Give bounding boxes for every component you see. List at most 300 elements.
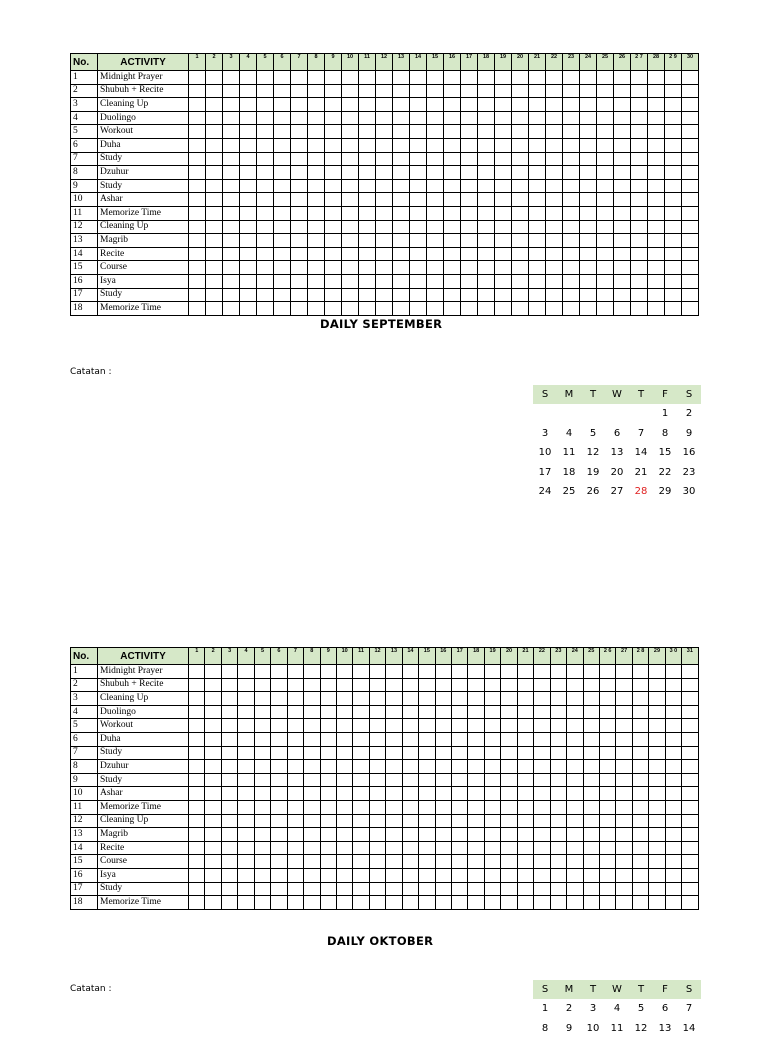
day-check-cell[interactable]: [325, 288, 342, 302]
day-check-cell[interactable]: [529, 206, 546, 220]
day-check-cell[interactable]: [393, 84, 410, 98]
day-check-cell[interactable]: [512, 111, 529, 125]
day-check-cell[interactable]: [534, 719, 550, 733]
day-check-cell[interactable]: [274, 193, 291, 207]
day-check-cell[interactable]: [393, 234, 410, 248]
day-check-cell[interactable]: [410, 261, 427, 275]
day-check-cell[interactable]: [616, 760, 632, 774]
day-check-cell[interactable]: [550, 773, 566, 787]
day-check-cell[interactable]: [320, 828, 336, 842]
day-check-cell[interactable]: [512, 166, 529, 180]
day-check-cell[interactable]: [614, 288, 631, 302]
day-check-cell[interactable]: [427, 261, 444, 275]
day-check-cell[interactable]: [599, 787, 615, 801]
day-check-cell[interactable]: [287, 746, 303, 760]
day-check-cell[interactable]: [452, 732, 468, 746]
day-check-cell[interactable]: [517, 746, 533, 760]
day-check-cell[interactable]: [583, 800, 599, 814]
day-check-cell[interactable]: [444, 152, 461, 166]
day-check-cell[interactable]: [205, 705, 221, 719]
day-check-cell[interactable]: [501, 814, 517, 828]
day-check-cell[interactable]: [376, 111, 393, 125]
day-check-cell[interactable]: [369, 678, 385, 692]
day-check-cell[interactable]: [517, 705, 533, 719]
day-check-cell[interactable]: [484, 814, 500, 828]
day-check-cell[interactable]: [238, 692, 254, 706]
day-check-cell[interactable]: [649, 882, 665, 896]
day-check-cell[interactable]: [308, 247, 325, 261]
day-check-cell[interactable]: [632, 814, 648, 828]
day-check-cell[interactable]: [534, 705, 550, 719]
day-check-cell[interactable]: [631, 111, 648, 125]
day-check-cell[interactable]: [427, 166, 444, 180]
day-check-cell[interactable]: [444, 125, 461, 139]
day-check-cell[interactable]: [254, 855, 270, 869]
day-check-cell[interactable]: [274, 220, 291, 234]
day-check-cell[interactable]: [546, 152, 563, 166]
day-check-cell[interactable]: [427, 288, 444, 302]
day-check-cell[interactable]: [583, 678, 599, 692]
day-check-cell[interactable]: [665, 220, 682, 234]
day-check-cell[interactable]: [402, 773, 418, 787]
day-check-cell[interactable]: [512, 179, 529, 193]
day-check-cell[interactable]: [478, 152, 495, 166]
day-check-cell[interactable]: [501, 760, 517, 774]
day-check-cell[interactable]: [359, 111, 376, 125]
day-check-cell[interactable]: [254, 841, 270, 855]
day-check-cell[interactable]: [369, 787, 385, 801]
day-check-cell[interactable]: [599, 692, 615, 706]
day-check-cell[interactable]: [386, 665, 402, 679]
day-check-cell[interactable]: [632, 841, 648, 855]
day-check-cell[interactable]: [563, 98, 580, 112]
day-check-cell[interactable]: [534, 814, 550, 828]
day-check-cell[interactable]: [271, 732, 287, 746]
day-check-cell[interactable]: [461, 206, 478, 220]
day-check-cell[interactable]: [444, 84, 461, 98]
day-check-cell[interactable]: [189, 84, 206, 98]
day-check-cell[interactable]: [419, 800, 435, 814]
day-check-cell[interactable]: [501, 855, 517, 869]
day-check-cell[interactable]: [221, 732, 237, 746]
day-check-cell[interactable]: [206, 152, 223, 166]
day-check-cell[interactable]: [359, 71, 376, 85]
day-check-cell[interactable]: [649, 665, 665, 679]
day-check-cell[interactable]: [369, 841, 385, 855]
day-check-cell[interactable]: [567, 855, 583, 869]
day-check-cell[interactable]: [468, 746, 484, 760]
day-check-cell[interactable]: [291, 125, 308, 139]
day-check-cell[interactable]: [308, 234, 325, 248]
day-check-cell[interactable]: [648, 193, 665, 207]
day-check-cell[interactable]: [240, 152, 257, 166]
day-check-cell[interactable]: [386, 732, 402, 746]
day-check-cell[interactable]: [599, 855, 615, 869]
day-check-cell[interactable]: [342, 220, 359, 234]
day-check-cell[interactable]: [534, 665, 550, 679]
day-check-cell[interactable]: [665, 828, 681, 842]
day-check-cell[interactable]: [550, 800, 566, 814]
day-check-cell[interactable]: [495, 179, 512, 193]
day-check-cell[interactable]: [257, 206, 274, 220]
day-check-cell[interactable]: [320, 705, 336, 719]
day-check-cell[interactable]: [599, 773, 615, 787]
day-check-cell[interactable]: [254, 787, 270, 801]
day-check-cell[interactable]: [369, 868, 385, 882]
day-check-cell[interactable]: [393, 98, 410, 112]
day-check-cell[interactable]: [353, 719, 369, 733]
day-check-cell[interactable]: [336, 814, 352, 828]
day-check-cell[interactable]: [452, 882, 468, 896]
day-check-cell[interactable]: [336, 692, 352, 706]
day-check-cell[interactable]: [206, 220, 223, 234]
day-check-cell[interactable]: [427, 98, 444, 112]
day-check-cell[interactable]: [206, 84, 223, 98]
day-check-cell[interactable]: [478, 206, 495, 220]
day-check-cell[interactable]: [274, 71, 291, 85]
day-check-cell[interactable]: [682, 719, 698, 733]
day-check-cell[interactable]: [386, 814, 402, 828]
day-check-cell[interactable]: [325, 84, 342, 98]
day-check-cell[interactable]: [682, 111, 699, 125]
day-check-cell[interactable]: [550, 841, 566, 855]
day-check-cell[interactable]: [386, 868, 402, 882]
day-check-cell[interactable]: [410, 247, 427, 261]
day-check-cell[interactable]: [599, 760, 615, 774]
day-check-cell[interactable]: [257, 220, 274, 234]
day-check-cell[interactable]: [632, 665, 648, 679]
day-check-cell[interactable]: [529, 152, 546, 166]
day-check-cell[interactable]: [320, 787, 336, 801]
day-check-cell[interactable]: [223, 98, 240, 112]
day-check-cell[interactable]: [342, 71, 359, 85]
day-check-cell[interactable]: [461, 247, 478, 261]
day-check-cell[interactable]: [444, 261, 461, 275]
day-check-cell[interactable]: [240, 220, 257, 234]
day-check-cell[interactable]: [189, 98, 206, 112]
day-check-cell[interactable]: [550, 719, 566, 733]
day-check-cell[interactable]: [461, 152, 478, 166]
day-check-cell[interactable]: [376, 152, 393, 166]
day-check-cell[interactable]: [271, 760, 287, 774]
day-check-cell[interactable]: [461, 98, 478, 112]
day-check-cell[interactable]: [583, 705, 599, 719]
day-check-cell[interactable]: [308, 206, 325, 220]
day-check-cell[interactable]: [271, 773, 287, 787]
day-check-cell[interactable]: [257, 138, 274, 152]
day-check-cell[interactable]: [546, 193, 563, 207]
day-check-cell[interactable]: [254, 692, 270, 706]
day-check-cell[interactable]: [682, 152, 699, 166]
day-check-cell[interactable]: [353, 855, 369, 869]
day-check-cell[interactable]: [484, 746, 500, 760]
day-check-cell[interactable]: [342, 84, 359, 98]
day-check-cell[interactable]: [682, 234, 699, 248]
day-check-cell[interactable]: [308, 179, 325, 193]
day-check-cell[interactable]: [410, 206, 427, 220]
day-check-cell[interactable]: [614, 125, 631, 139]
day-check-cell[interactable]: [452, 868, 468, 882]
day-check-cell[interactable]: [632, 678, 648, 692]
day-check-cell[interactable]: [320, 814, 336, 828]
day-check-cell[interactable]: [583, 828, 599, 842]
day-check-cell[interactable]: [257, 71, 274, 85]
day-check-cell[interactable]: [599, 814, 615, 828]
day-check-cell[interactable]: [682, 760, 698, 774]
day-check-cell[interactable]: [632, 828, 648, 842]
day-check-cell[interactable]: [189, 678, 205, 692]
day-check-cell[interactable]: [452, 746, 468, 760]
day-check-cell[interactable]: [274, 261, 291, 275]
day-check-cell[interactable]: [648, 98, 665, 112]
day-check-cell[interactable]: [444, 179, 461, 193]
day-check-cell[interactable]: [501, 841, 517, 855]
day-check-cell[interactable]: [274, 302, 291, 316]
day-check-cell[interactable]: [304, 896, 320, 910]
day-check-cell[interactable]: [631, 179, 648, 193]
day-check-cell[interactable]: [427, 71, 444, 85]
day-check-cell[interactable]: [419, 678, 435, 692]
day-check-cell[interactable]: [665, 84, 682, 98]
day-check-cell[interactable]: [304, 692, 320, 706]
day-check-cell[interactable]: [325, 234, 342, 248]
day-check-cell[interactable]: [342, 302, 359, 316]
day-check-cell[interactable]: [597, 98, 614, 112]
day-check-cell[interactable]: [665, 234, 682, 248]
day-check-cell[interactable]: [291, 98, 308, 112]
day-check-cell[interactable]: [359, 193, 376, 207]
day-check-cell[interactable]: [304, 868, 320, 882]
day-check-cell[interactable]: [567, 868, 583, 882]
day-check-cell[interactable]: [495, 98, 512, 112]
day-check-cell[interactable]: [501, 896, 517, 910]
day-check-cell[interactable]: [427, 234, 444, 248]
day-check-cell[interactable]: [435, 868, 451, 882]
day-check-cell[interactable]: [478, 193, 495, 207]
day-check-cell[interactable]: [512, 98, 529, 112]
day-check-cell[interactable]: [616, 692, 632, 706]
day-check-cell[interactable]: [359, 166, 376, 180]
day-check-cell[interactable]: [649, 800, 665, 814]
day-check-cell[interactable]: [682, 179, 699, 193]
day-check-cell[interactable]: [682, 855, 698, 869]
day-check-cell[interactable]: [304, 665, 320, 679]
day-check-cell[interactable]: [353, 841, 369, 855]
day-check-cell[interactable]: [287, 773, 303, 787]
day-check-cell[interactable]: [665, 678, 681, 692]
day-check-cell[interactable]: [386, 773, 402, 787]
day-check-cell[interactable]: [223, 234, 240, 248]
day-check-cell[interactable]: [359, 234, 376, 248]
day-check-cell[interactable]: [682, 828, 698, 842]
day-check-cell[interactable]: [567, 828, 583, 842]
day-check-cell[interactable]: [580, 111, 597, 125]
day-check-cell[interactable]: [419, 868, 435, 882]
day-check-cell[interactable]: [563, 193, 580, 207]
day-check-cell[interactable]: [452, 787, 468, 801]
day-check-cell[interactable]: [597, 288, 614, 302]
day-check-cell[interactable]: [534, 896, 550, 910]
day-check-cell[interactable]: [189, 111, 206, 125]
day-check-cell[interactable]: [320, 841, 336, 855]
day-check-cell[interactable]: [444, 288, 461, 302]
day-check-cell[interactable]: [419, 705, 435, 719]
day-check-cell[interactable]: [320, 692, 336, 706]
day-check-cell[interactable]: [271, 828, 287, 842]
day-check-cell[interactable]: [452, 760, 468, 774]
day-check-cell[interactable]: [616, 882, 632, 896]
day-check-cell[interactable]: [254, 882, 270, 896]
day-check-cell[interactable]: [665, 166, 682, 180]
day-check-cell[interactable]: [512, 206, 529, 220]
day-check-cell[interactable]: [648, 234, 665, 248]
day-check-cell[interactable]: [631, 274, 648, 288]
day-check-cell[interactable]: [257, 302, 274, 316]
day-check-cell[interactable]: [435, 814, 451, 828]
day-check-cell[interactable]: [189, 705, 205, 719]
day-check-cell[interactable]: [238, 841, 254, 855]
day-check-cell[interactable]: [419, 760, 435, 774]
day-check-cell[interactable]: [304, 787, 320, 801]
day-check-cell[interactable]: [369, 719, 385, 733]
day-check-cell[interactable]: [291, 138, 308, 152]
day-check-cell[interactable]: [221, 882, 237, 896]
day-check-cell[interactable]: [567, 882, 583, 896]
day-check-cell[interactable]: [291, 71, 308, 85]
day-check-cell[interactable]: [336, 732, 352, 746]
day-check-cell[interactable]: [517, 814, 533, 828]
day-check-cell[interactable]: [393, 193, 410, 207]
day-check-cell[interactable]: [583, 855, 599, 869]
day-check-cell[interactable]: [386, 692, 402, 706]
day-check-cell[interactable]: [205, 746, 221, 760]
day-check-cell[interactable]: [495, 111, 512, 125]
day-check-cell[interactable]: [393, 111, 410, 125]
day-check-cell[interactable]: [240, 166, 257, 180]
day-check-cell[interactable]: [205, 882, 221, 896]
day-check-cell[interactable]: [359, 220, 376, 234]
day-check-cell[interactable]: [402, 882, 418, 896]
day-check-cell[interactable]: [359, 247, 376, 261]
day-check-cell[interactable]: [274, 288, 291, 302]
day-check-cell[interactable]: [550, 855, 566, 869]
day-check-cell[interactable]: [567, 814, 583, 828]
day-check-cell[interactable]: [529, 234, 546, 248]
day-check-cell[interactable]: [599, 828, 615, 842]
day-check-cell[interactable]: [567, 773, 583, 787]
day-check-cell[interactable]: [238, 719, 254, 733]
day-check-cell[interactable]: [614, 152, 631, 166]
day-check-cell[interactable]: [271, 841, 287, 855]
day-check-cell[interactable]: [682, 896, 698, 910]
day-check-cell[interactable]: [206, 247, 223, 261]
day-check-cell[interactable]: [682, 841, 698, 855]
day-check-cell[interactable]: [238, 828, 254, 842]
day-check-cell[interactable]: [452, 773, 468, 787]
day-check-cell[interactable]: [274, 206, 291, 220]
day-check-cell[interactable]: [369, 773, 385, 787]
day-check-cell[interactable]: [452, 800, 468, 814]
day-check-cell[interactable]: [534, 678, 550, 692]
day-check-cell[interactable]: [599, 678, 615, 692]
day-check-cell[interactable]: [665, 800, 681, 814]
day-check-cell[interactable]: [580, 166, 597, 180]
day-check-cell[interactable]: [189, 274, 206, 288]
day-check-cell[interactable]: [550, 882, 566, 896]
day-check-cell[interactable]: [649, 678, 665, 692]
day-check-cell[interactable]: [189, 234, 206, 248]
day-check-cell[interactable]: [580, 84, 597, 98]
day-check-cell[interactable]: [221, 760, 237, 774]
day-check-cell[interactable]: [632, 882, 648, 896]
day-check-cell[interactable]: [427, 138, 444, 152]
day-check-cell[interactable]: [386, 760, 402, 774]
day-check-cell[interactable]: [254, 896, 270, 910]
day-check-cell[interactable]: [435, 787, 451, 801]
day-check-cell[interactable]: [648, 179, 665, 193]
day-check-cell[interactable]: [495, 274, 512, 288]
day-check-cell[interactable]: [580, 152, 597, 166]
day-check-cell[interactable]: [461, 179, 478, 193]
day-check-cell[interactable]: [223, 125, 240, 139]
day-check-cell[interactable]: [238, 855, 254, 869]
day-check-cell[interactable]: [546, 84, 563, 98]
day-check-cell[interactable]: [563, 179, 580, 193]
day-check-cell[interactable]: [221, 828, 237, 842]
day-check-cell[interactable]: [410, 152, 427, 166]
day-check-cell[interactable]: [287, 692, 303, 706]
day-check-cell[interactable]: [517, 841, 533, 855]
day-check-cell[interactable]: [567, 719, 583, 733]
day-check-cell[interactable]: [631, 206, 648, 220]
day-check-cell[interactable]: [632, 705, 648, 719]
day-check-cell[interactable]: [435, 732, 451, 746]
day-check-cell[interactable]: [597, 234, 614, 248]
day-check-cell[interactable]: [534, 828, 550, 842]
day-check-cell[interactable]: [274, 125, 291, 139]
day-check-cell[interactable]: [240, 247, 257, 261]
day-check-cell[interactable]: [410, 71, 427, 85]
day-check-cell[interactable]: [461, 71, 478, 85]
day-check-cell[interactable]: [342, 261, 359, 275]
day-check-cell[interactable]: [665, 274, 682, 288]
day-check-cell[interactable]: [444, 234, 461, 248]
day-check-cell[interactable]: [682, 678, 698, 692]
day-check-cell[interactable]: [665, 193, 682, 207]
day-check-cell[interactable]: [452, 828, 468, 842]
day-check-cell[interactable]: [648, 125, 665, 139]
day-check-cell[interactable]: [320, 800, 336, 814]
day-check-cell[interactable]: [320, 773, 336, 787]
day-check-cell[interactable]: [205, 841, 221, 855]
day-check-cell[interactable]: [648, 111, 665, 125]
day-check-cell[interactable]: [336, 882, 352, 896]
day-check-cell[interactable]: [682, 247, 699, 261]
day-check-cell[interactable]: [308, 152, 325, 166]
day-check-cell[interactable]: [320, 760, 336, 774]
day-check-cell[interactable]: [336, 855, 352, 869]
day-check-cell[interactable]: [631, 152, 648, 166]
day-check-cell[interactable]: [369, 800, 385, 814]
day-check-cell[interactable]: [221, 746, 237, 760]
day-check-cell[interactable]: [325, 166, 342, 180]
day-check-cell[interactable]: [291, 152, 308, 166]
day-check-cell[interactable]: [402, 678, 418, 692]
day-check-cell[interactable]: [271, 746, 287, 760]
day-check-cell[interactable]: [353, 773, 369, 787]
day-check-cell[interactable]: [648, 220, 665, 234]
day-check-cell[interactable]: [274, 152, 291, 166]
